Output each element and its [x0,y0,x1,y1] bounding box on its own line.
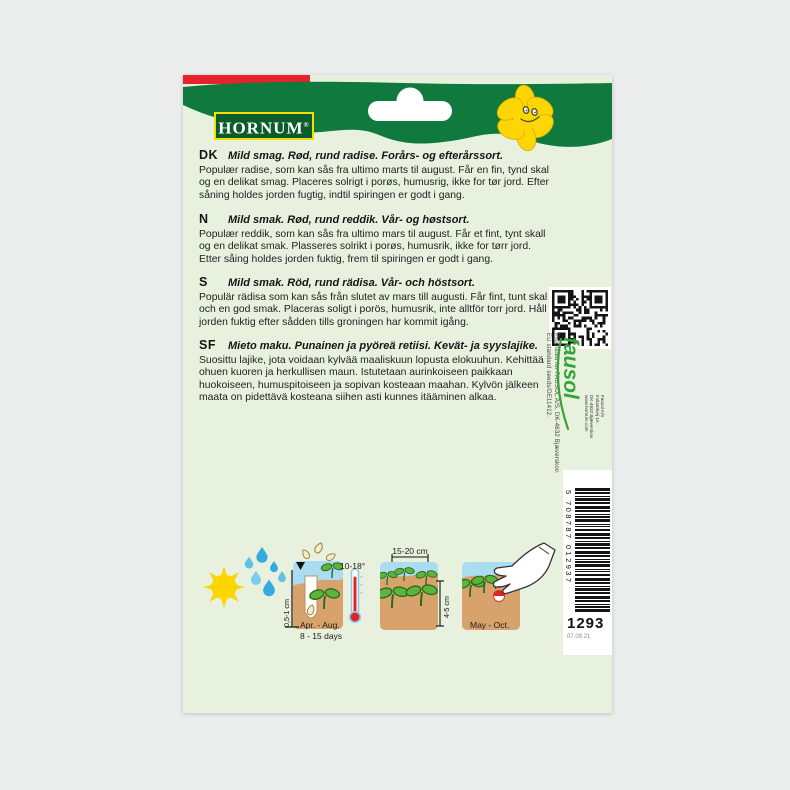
thermometer-icon [350,569,363,622]
section-heading: Mild smak. Röd, rund rädisa. Vår- och höstsort. [228,277,475,289]
fausol-logo-text: fausol [559,337,583,399]
hand-icon [493,543,555,594]
language-code-sf: SF [199,338,216,352]
address-line: Industrivej 1A [594,395,600,423]
variety-code: 1293 [567,615,605,632]
section-n [199,213,551,266]
address-line: DK-4632 Bjæverskov [589,395,595,439]
section-body: Populär rädisa som kan sås från slutet av mars till augusti. Får fint, tunt skal och en god smak. Placeras soligt i porös, humusrik, inte alltför torr jord. Håll jorden fuktig efter sådden tills groningen har kommit igång. [199,292,548,328]
sow-depth-label: 0,5-1 cm [282,599,291,627]
sowing-infographic [203,540,573,655]
harvest-panel-illustration [456,543,555,630]
brand-logo [214,112,314,140]
germination-label: 8 - 15 days [300,631,343,641]
seed-packet-back [183,75,612,713]
plant-height-label: 4-5 cm [442,596,451,618]
print-date: 07.09.21 [567,634,591,640]
section-body: Populær radise, som kan sås fra ultimo marts til august. Får en fin, tynd skal og en delikat smag. Placeres solrigt i porøs, humusrig, ikke for tør jord. Efter såning holdes jorden fugtig, indtil spiringen er godt i gang. [199,165,549,201]
section-sf [199,339,551,405]
address-line: Fausol A/S [600,395,605,418]
section-heading: Mild smak. Rød, rund reddik. Vår- og høstsort. [228,214,470,226]
sun-icon [203,566,245,608]
section-s [199,276,551,329]
language-code-s: S [199,275,208,289]
raindrops-icon [245,547,286,596]
fausol-swoosh-icon [556,337,582,437]
sowing-panel-illustration [285,542,363,629]
section-dk [199,149,551,202]
spacing-panel-illustration [376,554,444,630]
section-heading: Mieto maku. Punainen ja pyöreä retiisi. Kevät- ja syyslajike. [228,340,538,352]
spacing-label: 15-20 cm [392,546,428,556]
address-line: www.hornum.com [583,395,589,432]
section-heading: Mild smag. Rød, rund radise. Forårs- og efterårssort. [228,150,504,162]
eu-standard-line: EU standard seeds/DE11412. [545,333,551,418]
produced-for-line: Produced for FAUSOL A/S, DK-4632 Bjæverskov. [553,333,559,474]
section-body: Suosittu lajike, jota voidaan kylvää maaliskuun lopusta elokuuhun. Kehittää ohuen kuoren ja herkullisen maun. Istutetaan aurinkoiseen paikkaan huokoiseen, humuspitoiseen ja sopivan kosteaan maahan. Kylvön jälkeen maata on pidettävä kosteana siihen asti kunnes itääminen alkaa. [199,355,544,404]
registered-mark: ® [303,121,310,129]
temperature-label: 10-18° [340,561,366,571]
language-code-dk: DK [199,148,219,162]
barcode-number: 5 708787 012937 [564,490,573,585]
harvest-period-label: May - Oct. [470,620,510,630]
language-code-n: N [199,212,209,226]
section-body: Populær reddik, som kan sås fra ultimo mars til august. Får et fint, tynt skall og en delikat smak. Plasseres solrikt i porøs, humusrik, ikke for tørr jord. Etter såing holdes jorden fuktig, frem til spiringen er godt i gang. [199,229,546,265]
sow-period-label: Apr. - Aug. [300,620,340,630]
barcode [575,488,610,616]
fausol-logo-block [560,337,605,477]
brand-name: HORNUM [218,118,304,138]
fausol-address [583,337,605,477]
